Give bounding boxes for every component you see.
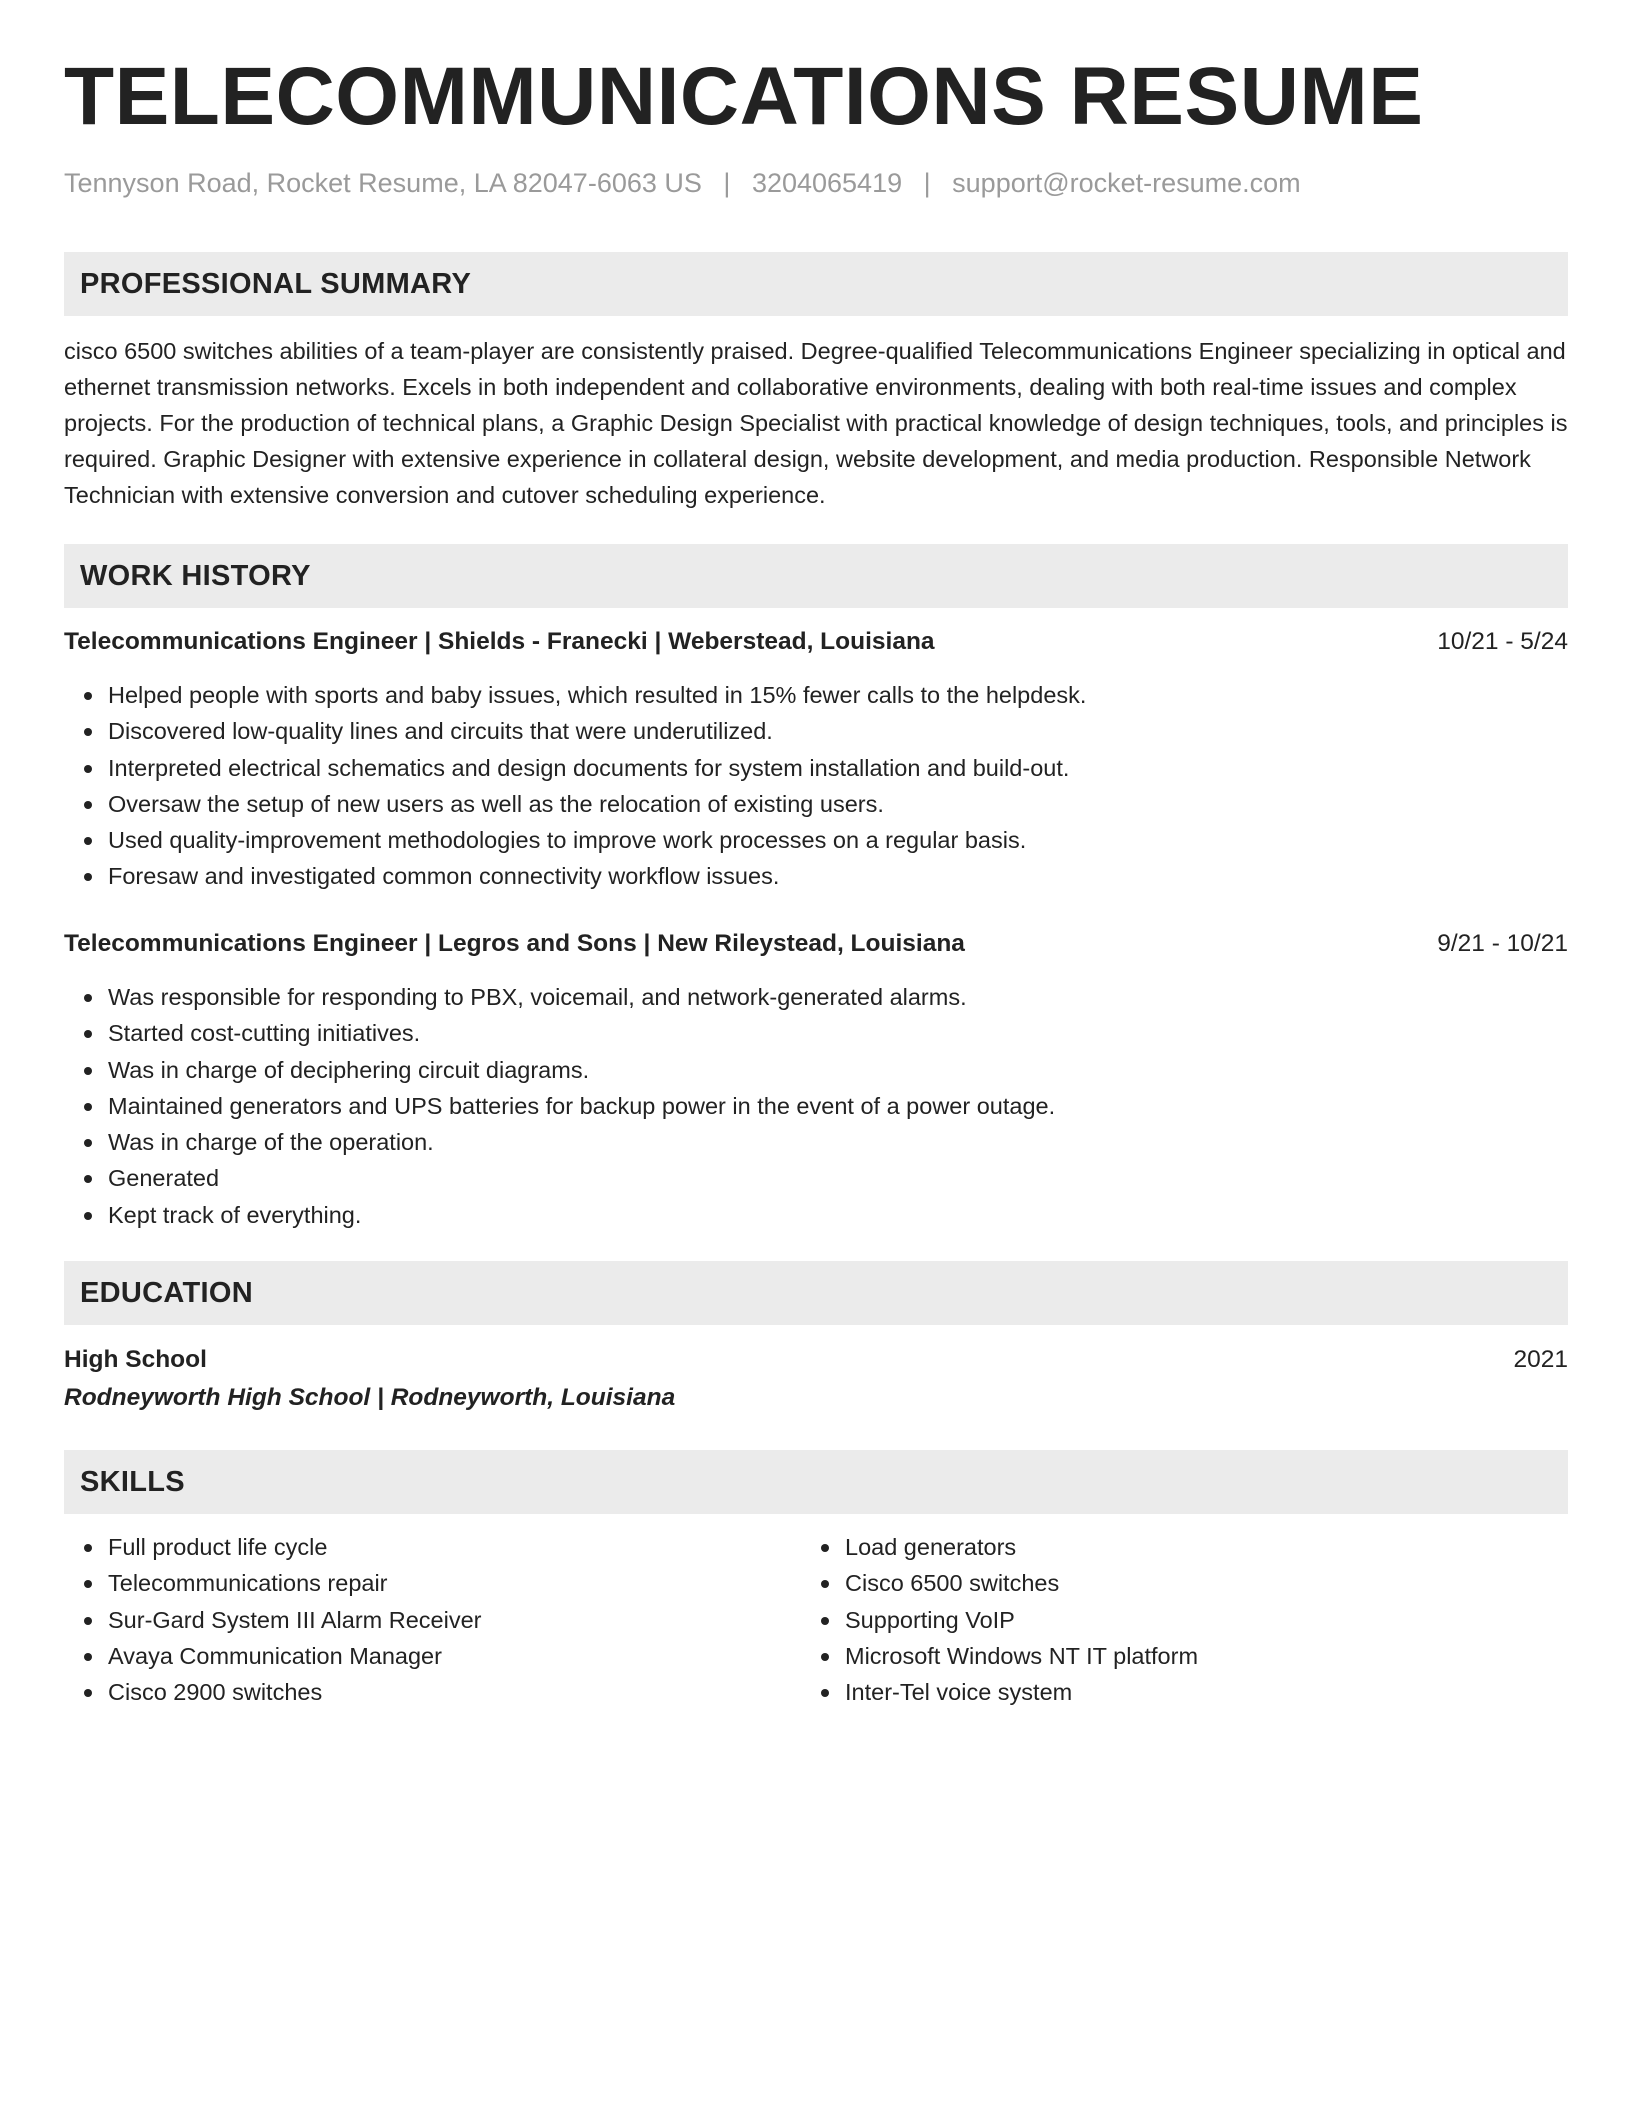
summary-heading: PROFESSIONAL SUMMARY xyxy=(80,267,472,300)
job-bullet-list xyxy=(64,979,1055,1233)
resume-title: TELECOMMUNICATIONS RESUME xyxy=(64,51,1424,142)
education-degree: High School xyxy=(64,1346,207,1373)
contact-line xyxy=(64,168,1301,199)
skill-item: Microsoft Windows NT IT platform xyxy=(845,1638,1198,1674)
skill-item: Telecommunications repair xyxy=(108,1565,482,1601)
skill-item: Full product life cycle xyxy=(108,1529,482,1565)
skill-item: Cisco 6500 switches xyxy=(845,1565,1198,1601)
skills-heading: SKILLS xyxy=(80,1465,185,1498)
job-bullet: Was responsible for responding to PBX, voicemail, and network-generated alarms. xyxy=(108,979,1055,1015)
summary-text: cisco 6500 switches abilities of a team-player are consistently praised. Degree-qualified Telecommunications Engineer specializing in optical and ethernet transmission networks. Excels in both independent and collaborative environments, dealing with both real-time issues and complex projects. For the production of technical plans, a Graphic Design Specialist with practical knowledge of design techniques, tools, and principles is required. Graphic Designer with extensive experience in collateral design, website development, and media production. Responsible Network Technician with extensive conversion and cutover scheduling experience. xyxy=(64,338,1568,508)
job-bullet: Maintained generators and UPS batteries for backup power in the event of a power outage. xyxy=(108,1088,1055,1124)
job-bullet: Was in charge of deciphering circuit diagrams. xyxy=(108,1052,1055,1088)
job-bullet: Interpreted electrical schematics and design documents for system installation and build-out. xyxy=(108,750,1086,786)
job-bullet: Generated xyxy=(108,1160,1055,1196)
education-header xyxy=(64,1342,1568,1378)
job-bullet: Oversaw the setup of new users as well as the relocation of existing users. xyxy=(108,786,1086,822)
contact-address: Tennyson Road, Rocket Resume, LA 82047-6063 US xyxy=(64,168,702,198)
skill-item: Cisco 2900 switches xyxy=(108,1674,482,1710)
skill-item: Supporting VoIP xyxy=(845,1602,1198,1638)
job-bullet: Was in charge of the operation. xyxy=(108,1124,1055,1160)
education-year: 2021 xyxy=(1513,1346,1568,1373)
skills-section-header xyxy=(64,1450,1568,1514)
work-heading: WORK HISTORY xyxy=(80,559,311,592)
job-dates: 10/21 - 5/24 xyxy=(1437,628,1568,655)
work-section-header xyxy=(64,544,1568,608)
skill-item: Load generators xyxy=(845,1529,1198,1565)
skills-list-right xyxy=(801,1529,1198,1710)
skill-item: Avaya Communication Manager xyxy=(108,1638,482,1674)
contact-phone: 3204065419 xyxy=(751,168,903,198)
job-bullet: Started cost-cutting initiatives. xyxy=(108,1015,1055,1051)
job-dates: 9/21 - 10/21 xyxy=(1437,930,1568,957)
education-heading: EDUCATION xyxy=(80,1276,253,1309)
job-bullet: Kept track of everything. xyxy=(108,1197,1055,1233)
job-header xyxy=(64,624,1568,660)
skills-list-left xyxy=(64,1529,482,1710)
skill-item: Inter-Tel voice system xyxy=(845,1674,1198,1710)
job-bullet: Helped people with sports and baby issues, which resulted in 15% fewer calls to the helpdesk. xyxy=(108,677,1086,713)
job-bullet-list xyxy=(64,677,1086,895)
job-title: Telecommunications Engineer | Legros and Sons | New Rileystead, Louisiana xyxy=(64,930,965,957)
education-school: Rodneyworth High School | Rodneyworth, Louisiana xyxy=(64,1384,676,1411)
job-title: Telecommunications Engineer | Shields - Franecki | Weberstead, Louisiana xyxy=(64,628,935,655)
contact-separator: | xyxy=(723,168,731,198)
job-bullet: Discovered low-quality lines and circuits that were underutilized. xyxy=(108,713,1086,749)
job-header xyxy=(64,926,1568,962)
education-section-header xyxy=(64,1261,1568,1325)
contact-email: support@rocket-resume.com xyxy=(952,168,1301,198)
skill-item: Sur-Gard System III Alarm Receiver xyxy=(108,1602,482,1638)
summary-section-header xyxy=(64,252,1568,316)
contact-separator: | xyxy=(923,168,931,198)
job-bullet: Foresaw and investigated common connectivity workflow issues. xyxy=(108,858,1086,894)
job-bullet: Used quality-improvement methodologies to improve work processes on a regular basis. xyxy=(108,822,1086,858)
